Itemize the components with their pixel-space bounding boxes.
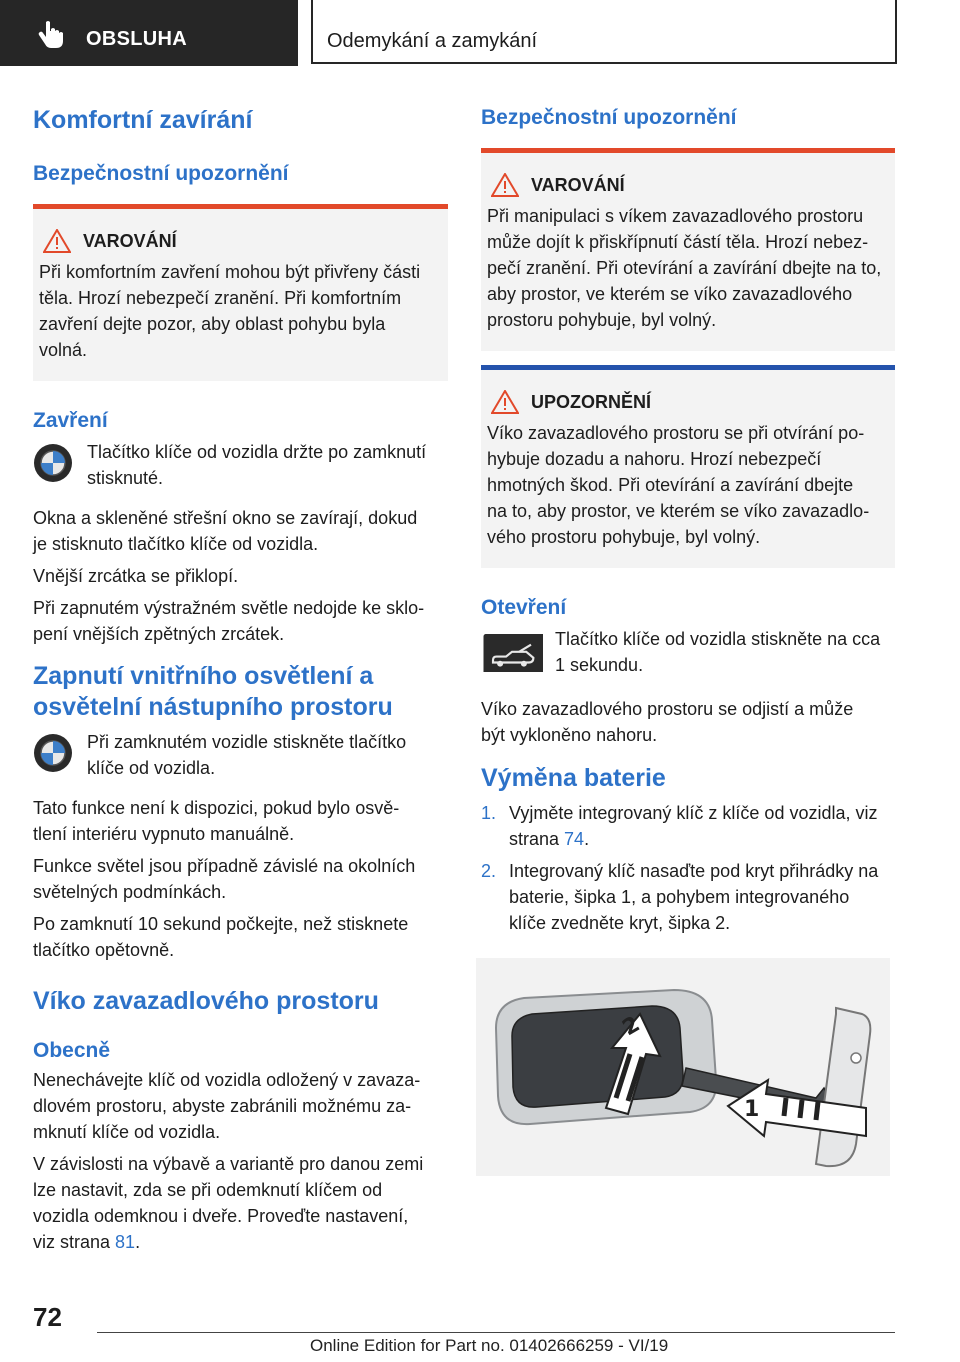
notice-title — [487, 390, 887, 414]
warning-title — [39, 229, 440, 253]
trunk-button-icon — [481, 634, 543, 672]
battery-steps — [481, 800, 895, 936]
warning-text: Při komfortním zavření mohou být přivřeny části těla. Hrozí nebezpečí zranění. Při komfortním zavření dejte pozor, aby oblast pohybu byla volná. — [39, 262, 421, 360]
warning-content — [481, 153, 895, 351]
chapter-header — [311, 0, 897, 64]
warning-triangle-icon — [491, 173, 519, 197]
step-number: 1. — [481, 803, 497, 823]
closing-paragraph-3: Při zapnutém výstražném světle nedojde ke sklo‐ pení vnějších zpětných zrcátek. — [33, 598, 425, 644]
warning-triangle-icon — [43, 229, 71, 253]
key-illustration — [476, 958, 890, 1176]
step-text: Integrovaný klíč nasaďte pod kryt přihrádky na baterie, šipka 1, a pohybem integrovaného klíče zvedněte kryt, šipka 2. — [509, 861, 879, 933]
arrow-2-label: 2 — [618, 1011, 645, 1042]
warning-box-2 — [481, 148, 895, 351]
lighting-key-text: Při zamknutém vozidle stiskněte tlačítko klíče od vozidla. — [87, 732, 407, 778]
page-link-81[interactable]: 81 — [115, 1232, 136, 1252]
chapter-title: Odemykání a zamykání — [327, 30, 538, 52]
step-text: Vyjměte integrovaný klíč z klíče od vozidla, viz strana 74. — [509, 803, 878, 849]
trunk-heading: Víko zavazadlového prostoru — [33, 987, 379, 1015]
list-item — [481, 858, 895, 936]
closing-key-text: Tlačítko klíče od vozidla držte po zamknutí stisknuté. — [87, 442, 427, 488]
general-paragraph-2: V závislosti na výbavě a variantě pro danou zemi lze nastavit, zda se při odemknutí klíčem od vozidla odemknou i dveře. Proveďte nastavení, viz strana 81. — [33, 1154, 424, 1252]
edition-footer: Online Edition for Part no. 01402666259 - VI/19 — [310, 1336, 669, 1355]
hand-pointer-icon — [38, 20, 64, 48]
lighting-instruction — [33, 729, 448, 781]
warning-box-1 — [33, 204, 448, 381]
opening-instruction — [481, 626, 895, 678]
section-tab — [0, 0, 298, 66]
arrow-1-label: 1 — [744, 1097, 760, 1122]
footer-rule — [97, 1332, 895, 1333]
opening-paragraph: Víko zavazadlového prostoru se odjistí a může být vykloněno nahoru. — [481, 699, 854, 745]
trunk-safety-heading: Bezpečnostní upozornění — [481, 106, 737, 129]
car-key-lock-button-icon — [33, 443, 73, 483]
closing-paragraph-1: Okna a skleněné střešní okno se zavírají, dokud je stisknuto tlačítko klíče od vozidla. — [33, 508, 418, 554]
lighting-paragraph-3: Po zamknutí 10 sekund počkejte, než stisknete tlačítko opětovně. — [33, 914, 409, 960]
safety-heading: Bezpečnostní upozornění — [33, 162, 289, 185]
car-key-lock-button-icon — [33, 733, 73, 773]
closing-instruction — [33, 439, 448, 491]
page-number: 72 — [33, 1302, 62, 1332]
warning-content — [33, 209, 448, 381]
page-link-74[interactable]: 74 — [564, 829, 585, 849]
warning-title-text: VAROVÁNÍ — [83, 231, 177, 251]
opening-key-text: Tlačítko klíče od vozidla stiskněte na cca 1 sekundu. — [555, 629, 881, 675]
step-number: 2. — [481, 861, 497, 881]
lighting-heading: Zapnutí vnitřního osvětlení a osvětelní nástupního prostoru — [33, 662, 393, 721]
closing-heading: Zavření — [33, 409, 108, 432]
warning-title — [487, 173, 887, 197]
notice-box — [481, 365, 895, 568]
key-battery-figure — [476, 958, 890, 1176]
notice-text: Víko zavazadlového prostoru se při otvírání po‐ hybuje dozadu a nahoru. Hrozí nebezpečí hmotných škod. Při otevírání a zavírání dbejte na to, aby prostor, ve kterém se víko zavazadlo‐ vého prostoru pohybuje, byl volný. — [487, 423, 870, 547]
opening-heading: Otevření — [481, 596, 567, 619]
warning-triangle-icon — [491, 390, 519, 414]
general-heading: Obecně — [33, 1039, 111, 1062]
notice-content — [481, 370, 895, 568]
battery-heading: Výměna baterie — [481, 764, 666, 792]
right-column — [481, 100, 895, 936]
notice-title-text: UPOZORNĚNÍ — [531, 392, 652, 412]
lighting-paragraph-1: Tato funkce není k dispozici, pokud bylo osvě‐ tlení interiéru vypnuto manuálně. — [33, 798, 400, 844]
warning-title-text: VAROVÁNÍ — [531, 175, 625, 195]
list-item — [481, 800, 895, 852]
general-paragraph-1: Nenechávejte klíč od vozidla odložený v zavaza‐ dlovém prostoru, abyste zabránili možnému za‐ mknutí klíče od vozidla. — [33, 1070, 421, 1142]
comfort-close-heading: Komfortní zavírání — [33, 106, 253, 134]
section-label: OBSLUHA — [86, 28, 187, 50]
lighting-paragraph-2: Funkce světel jsou případně závislé na okolních světelných podmínkách. — [33, 856, 416, 902]
warning-text: Při manipulaci s víkem zavazadlového prostoru může dojít k přiskřípnutí částí těla. Hrozí nebez‐ pečí zranění. Při otevírání a zavírání dbejte na to, aby prostor, ve kterém se víko zavazadlového prostoru pohybuje, byl volný. — [487, 206, 882, 330]
left-column — [33, 100, 448, 1255]
closing-paragraph-2: Vnější zrcátka se přiklopí. — [33, 566, 239, 586]
